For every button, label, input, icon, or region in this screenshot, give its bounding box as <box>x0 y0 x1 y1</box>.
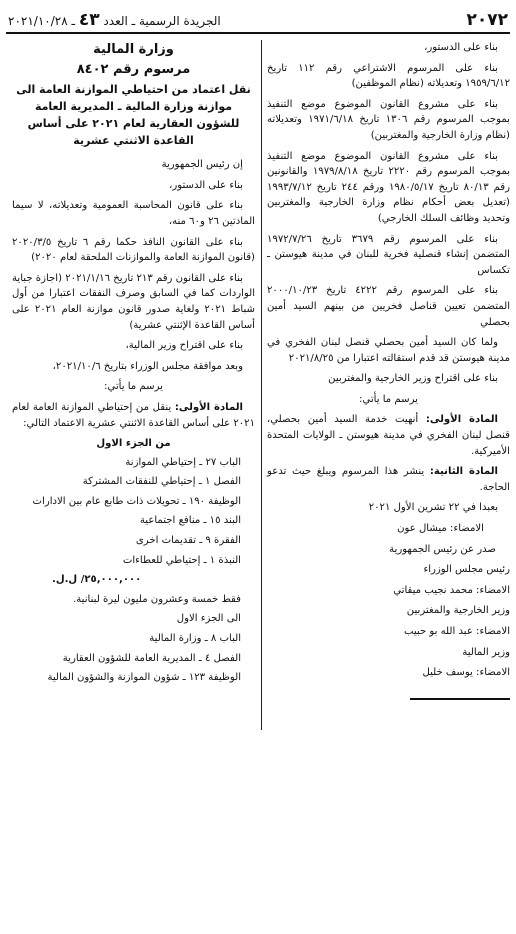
budget-line: الوظيفة ١٢٣ ـ شؤون الموازنة والشؤون المالية <box>47 672 241 684</box>
pm-title: رئيس مجلس الوزراء <box>423 564 510 576</box>
article-label: المادة الثانية: <box>429 466 498 478</box>
recital: وبعد موافقة مجلس الوزراء بتاريخ ٢٠٢١/١٠/٦، <box>52 360 243 372</box>
budget-line: الوظيفة ١٩٠ ـ تحويلات ذات طابع عام بين الادارات <box>32 495 241 507</box>
article-1 <box>12 400 255 431</box>
budget-line: الباب ٢٧ ـ إحتياطي الموازنة <box>125 456 241 468</box>
decree-line: يرسم ما يأتي: <box>359 393 418 405</box>
article-label: المادة الأولى: <box>425 414 498 426</box>
recital: بناء على مشروع القانون الموضوع موضع التنفيذ بموجب المرسوم رقم ١٣٠٦ تاريخ ١٩٧١/٦/١٨ وتعديلاته (نظام وزارة الخارجية والمغتربين) <box>267 98 510 141</box>
signature-rule <box>410 698 510 700</box>
date-line: بعبدا في ٢٢ تشرين الأول ٢٠٢١ <box>368 502 498 514</box>
page-number: ٢٠٧٢ <box>466 10 508 30</box>
fm-title: وزير الخارجية والمغتربين <box>406 605 510 617</box>
article-1 <box>267 412 510 459</box>
left-column <box>12 40 261 690</box>
transfer-amount: ٢٥,٠٠٠,٠٠٠/ ل.ل. <box>52 574 142 586</box>
issued-by: صدر عن رئيس الجمهورية <box>389 543 496 555</box>
signature-pm: الامضاء: محمد نجيب ميقاتي <box>393 584 510 596</box>
recital: بناء على المرسوم رقم ٣٦٧٩ تاريخ ١٩٧٢/٧/٢٦ المتضمن إنشاء قنصلية فخرية للبنان في مدينة هيوستن ـ تكساس <box>267 233 510 276</box>
recital: بناء على مشروع القانون الموضوع موضع التنفيذ بموجب المرسوم رقم ٢٢٢٠ تاريخ ١٩٧٩/٨/١٨ والقانونين رقم ٨٠/١٣ تاريخ ١٩٨٠/٥/١٧ ورقم ٢٤٤ تاريخ ١٩٩٣/٧/١٢ (تعديل بعض أحكام نظام وزارة الخارجية والمغتربين وتحديد وظائف السلك الخارجي) <box>267 150 510 224</box>
budget-line: النبذة ١ ـ إحتياطي للعطاءات <box>122 554 241 566</box>
article-text: ينشر هذا المرسوم ويبلغ حيث تدعو الحاجة. <box>267 466 510 493</box>
ministry-title: وزارة المالية <box>93 42 174 57</box>
from-part-title: من الجزء الاول <box>96 438 171 450</box>
finance-title: وزير المالية <box>462 646 510 658</box>
article-text: أنهيت خدمة السيد أمين بحصلي، قنصل لبنان الفخري في مدينة هيوستن ـ الولايات المتحدة الأميركية. <box>267 414 510 457</box>
recital: بناء على قانون المحاسبة العمومية وتعديلاته، لا سيما المادتين ٢٦ و٦٠ منه، <box>12 200 255 227</box>
right-column <box>261 40 510 690</box>
article-2 <box>267 464 510 495</box>
article-text: ينقل من إحتياطي الموازنة العامة لعام ٢٠٢١ على أساس القاعدة الاثنتي عشرية الاعتماد التالي: <box>12 401 255 429</box>
recital: بناء على القانون النافذ حكما رقم ٦ تاريخ ٢٠٢٠/٣/٥ (قانون الموازنة العامة والموازنات الملحقة لعام ٢٠٢٠) <box>12 236 255 264</box>
recital: بناء على المرسوم الاشتراعي رقم ١١٢ تاريخ ١٩٥٩/٦/١٢ وتعديلاته (نظام الموظفين) <box>267 62 510 90</box>
recital: بناء على اقتراح وزير الخارجية والمغتربين <box>328 373 498 385</box>
page-header <box>6 4 510 34</box>
issue-text: الجريدة الرسمية ـ العدد <box>103 14 221 28</box>
recital: بناء على الدستور، <box>424 42 498 53</box>
budget-line: الى الجزء الاول <box>176 613 241 625</box>
recital: بناء على المرسوم رقم ٤٢٢٢ تاريخ ٢٠٠٠/١٠/٢٣ المتضمن تعيين قناصل فخريين من بينهم السيد أمين بحصلي <box>267 285 510 328</box>
signature-president: الامضاء: ميشال عون <box>397 523 484 535</box>
decree-subject: نقل اعتماد من احتياطي الموازنة العامة الى موازنة وزارة المالية ـ المديرية العامة للشؤون العقارية لعام ٢٠٢١ على أساس القاعدة الاثنتي عشرية <box>16 83 251 148</box>
amount-in-words: فقط خمسة وعشرون مليون ليرة لبنانية. <box>73 593 241 605</box>
decree-line: يرسم ما يأتي: <box>104 381 163 393</box>
budget-line: الفصل ٤ ـ المديرية العامة للشؤون العقارية <box>62 652 241 664</box>
budget-line: البند ١٥ ـ منافع اجتماعية <box>139 515 241 527</box>
issue-date: ـ ٢٠٢١/١٠/٢٨ <box>8 14 75 28</box>
columns <box>6 40 510 690</box>
recital: بناء على القانون رقم ٢١٣ تاريخ ٢٠٢١/١/١٦ (اجازة جباية الواردات كما في السابق وصرف النفقات اعتبارا من أول شباط ٢٠٢١ ولغاية صدور قانون موازنة العام ٢٠٢١ على أساس القاعدة الإثنتي عشرية) <box>12 272 255 331</box>
recital: ولما كان السيد أمين بحصلي قنصل لبنان الفخري في مدينة هيوستن قد قدم استقالته اعتبارا من ٢٠٢١/٨/٢٥ <box>267 337 510 364</box>
recital: بناء على الدستور، <box>169 179 243 191</box>
recital: بناء على اقتراح وزير المالية، <box>125 340 243 352</box>
issue-line <box>8 10 221 30</box>
budget-line: الفصل ١ ـ إحتياطي للنفقات المشتركة <box>82 476 241 488</box>
article-label: المادة الأولى: <box>174 401 243 413</box>
budget-line: الفقرة ٩ ـ تقديمات اخرى <box>135 535 241 547</box>
decree-number: مرسوم رقم ٨٤٠٢ <box>76 61 191 77</box>
recital: إن رئيس الجمهورية <box>161 159 243 171</box>
budget-line: الباب ٨ ـ وزارة المالية <box>149 633 241 645</box>
signature-finance: الامضاء: يوسف خليل <box>422 667 510 679</box>
signature-fm: الامضاء: عبد الله بو حبيب <box>403 626 510 637</box>
issue-number: ٤٣ <box>78 10 100 30</box>
column-divider <box>261 40 262 730</box>
